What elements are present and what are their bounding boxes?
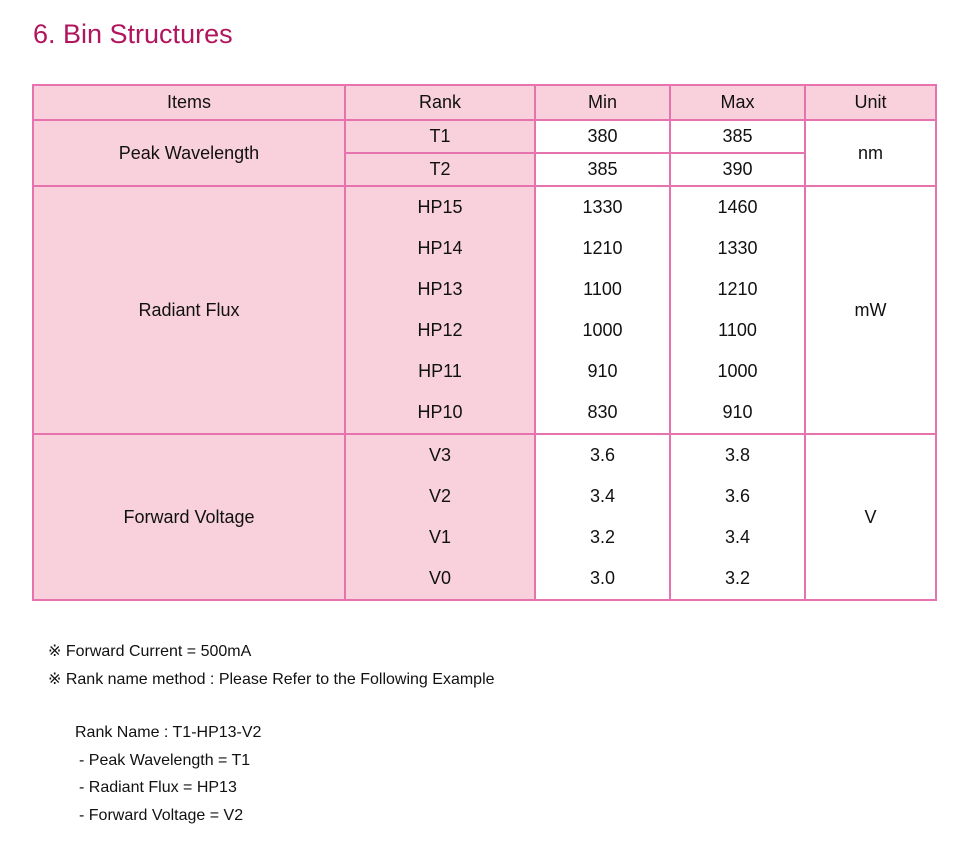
rank-cell: HP11 — [345, 351, 535, 392]
min-cell: 1100 — [535, 269, 670, 310]
note-rank-name-method: ※ Rank name method : Please Refer to the Following Example — [48, 671, 495, 688]
rank-name-example — [75, 719, 261, 829]
rank-cell: V0 — [345, 558, 535, 600]
unit-nm: nm — [805, 120, 936, 186]
max-cell: 910 — [670, 392, 805, 434]
rank-cell: HP15 — [345, 186, 535, 228]
bin-structures-table — [32, 84, 937, 601]
example-line: - Forward Voltage = V2 — [79, 806, 244, 824]
header-rank: Rank — [345, 85, 535, 120]
rank-cell: HP14 — [345, 228, 535, 269]
rank-cell: V1 — [345, 517, 535, 558]
table-row — [33, 434, 936, 476]
notes — [48, 638, 495, 694]
example-line: - Peak Wavelength = T1 — [79, 751, 251, 769]
unit-mw: mW — [805, 186, 936, 434]
min-cell: 3.2 — [535, 517, 670, 558]
example-heading: Rank Name : T1-HP13-V2 — [75, 724, 262, 741]
header-unit: Unit — [805, 85, 936, 120]
min-cell: 910 — [535, 351, 670, 392]
max-cell: 1330 — [670, 228, 805, 269]
header-min: Min — [535, 85, 670, 120]
min-cell: 1210 — [535, 228, 670, 269]
max-cell: 1460 — [670, 186, 805, 228]
rank-cell: HP10 — [345, 392, 535, 434]
page-title: 6. Bin Structures — [33, 19, 233, 49]
min-cell: 3.6 — [535, 434, 670, 476]
header-items: Items — [33, 85, 345, 120]
max-cell: 3.2 — [670, 558, 805, 600]
rank-cell: HP13 — [345, 269, 535, 310]
rank-cell: HP12 — [345, 310, 535, 351]
rank-cell: V3 — [345, 434, 535, 476]
max-cell: 3.6 — [670, 476, 805, 517]
table-row — [33, 120, 936, 153]
max-cell: 385 — [670, 120, 805, 153]
min-cell: 3.4 — [535, 476, 670, 517]
unit-v: V — [805, 434, 936, 600]
table-header-row — [33, 85, 936, 120]
rank-cell: V2 — [345, 476, 535, 517]
min-cell: 1330 — [535, 186, 670, 228]
example-line: - Radiant Flux = HP13 — [79, 779, 237, 796]
max-cell: 1100 — [670, 310, 805, 351]
min-cell: 380 — [535, 120, 670, 153]
header-max: Max — [670, 85, 805, 120]
max-cell: 1000 — [670, 351, 805, 392]
item-forward-voltage: Forward Voltage — [33, 434, 345, 600]
rank-cell: T1 — [345, 120, 535, 153]
table-row — [33, 186, 936, 228]
rank-cell: T2 — [345, 153, 535, 186]
max-cell: 1210 — [670, 269, 805, 310]
min-cell: 3.0 — [535, 558, 670, 600]
min-cell: 1000 — [535, 310, 670, 351]
max-cell: 3.4 — [670, 517, 805, 558]
max-cell: 390 — [670, 153, 805, 186]
item-radiant-flux: Radiant Flux — [33, 186, 345, 434]
note-forward-current: ※ Forward Current = 500mA — [48, 643, 252, 660]
max-cell: 3.8 — [670, 434, 805, 476]
item-peak-wavelength: Peak Wavelength — [33, 120, 345, 186]
min-cell: 830 — [535, 392, 670, 434]
min-cell: 385 — [535, 153, 670, 186]
